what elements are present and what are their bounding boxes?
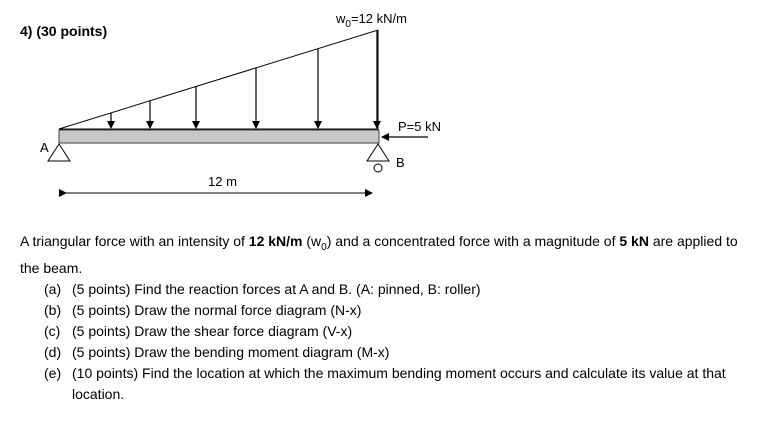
point-load-label: P=5 kN <box>398 119 441 134</box>
support-a-label: A <box>40 140 49 155</box>
question-part: (b) (5 points) Draw the normal force diagram (N-x) <box>44 301 362 318</box>
distributed-load-outline <box>59 30 378 129</box>
span-label: 12 m <box>208 174 237 189</box>
problem-intro: A triangular force with an intensity of 12 kN/m $(w_0)$ and a concentrated force with a magnitude of 5 kN are applied to the beam. <box>20 233 738 276</box>
question-part: (e) (10 points) Find the location at which the maximum bending moment occurs and calculate its value at that location. <box>44 364 726 402</box>
beam <box>59 130 379 143</box>
load-intensity-label: $w_0=12$ kN/m <box>336 11 407 30</box>
problem-heading: 4) (30 points) <box>20 23 108 39</box>
support-b-label: B <box>396 155 405 170</box>
problem-statement <box>20 231 760 405</box>
question-parts <box>20 279 760 405</box>
pin-support-a <box>48 144 70 161</box>
roller-support-b <box>367 144 389 161</box>
roller-wheel <box>374 164 382 172</box>
load-arrows <box>111 31 377 128</box>
question-part: (a) (5 points) Find the reaction forces at A and B. (A: pinned, B: roller) <box>44 280 481 297</box>
question-part: (d) (5 points) Draw the bending moment diagram (M-x) <box>44 343 390 360</box>
question-part: (c) (5 points) Draw the shear force diagram (V-x) <box>44 322 353 339</box>
